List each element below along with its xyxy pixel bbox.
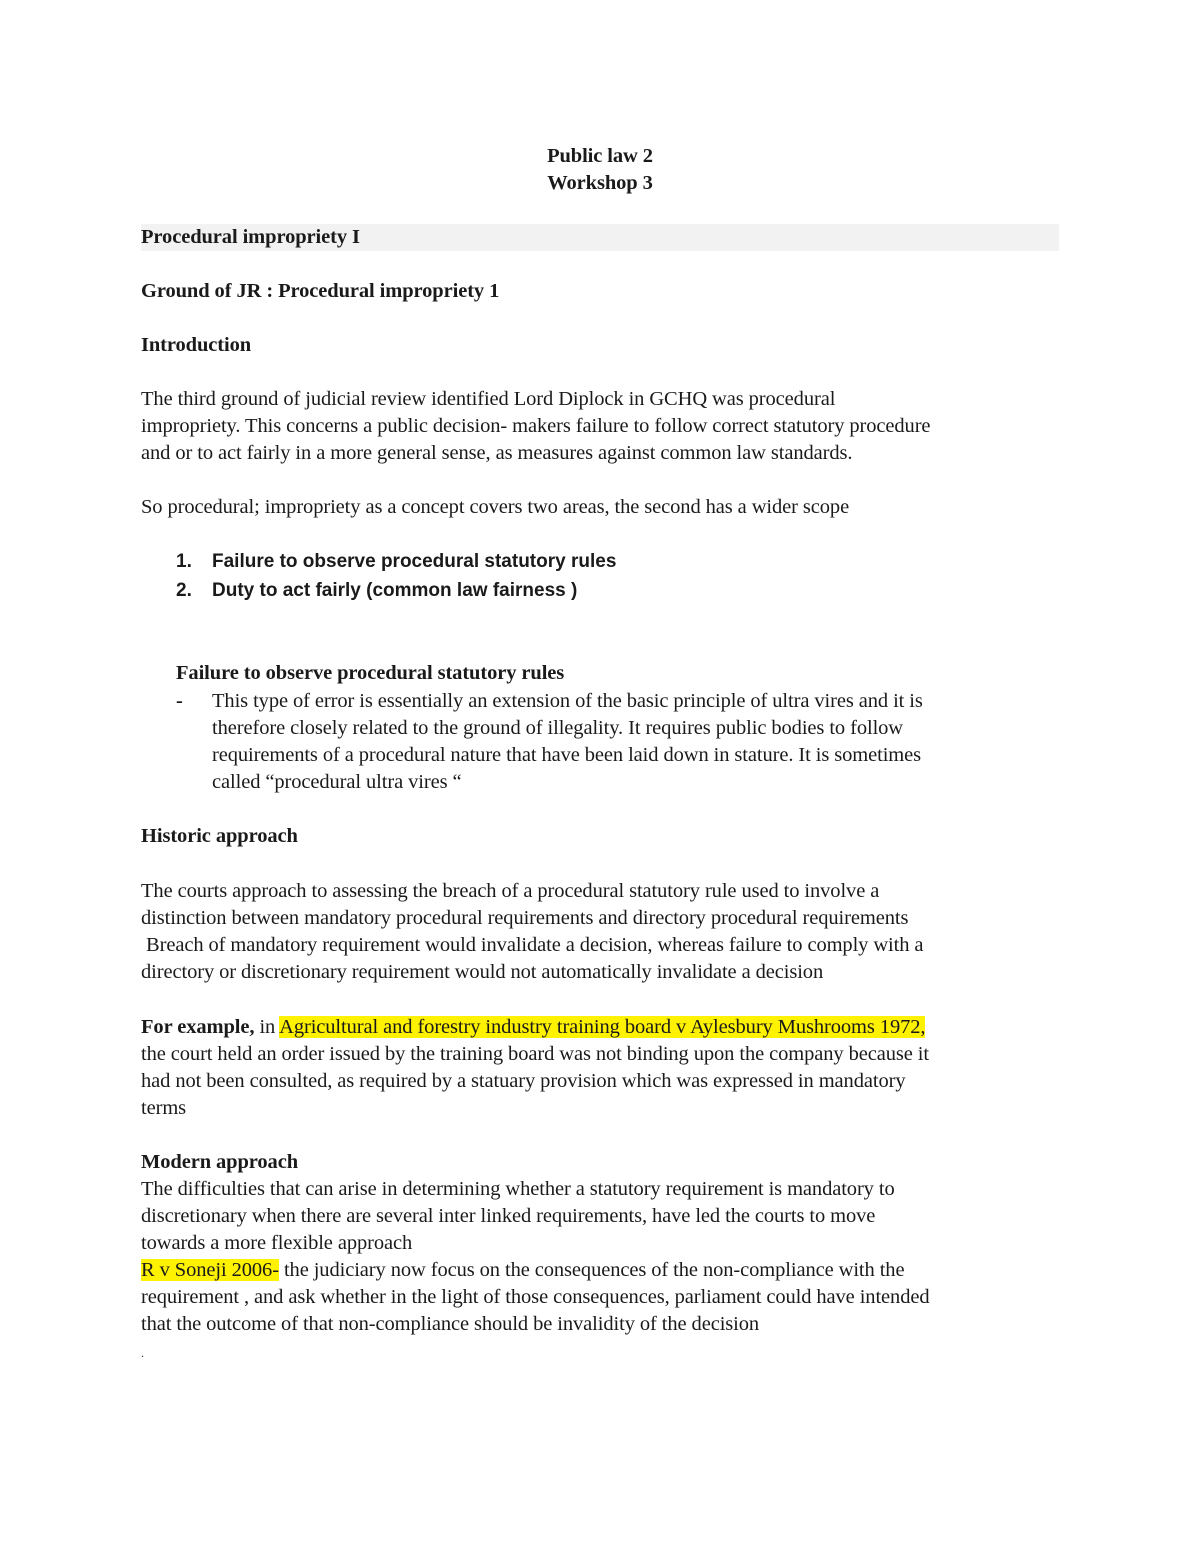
list-number: 2. xyxy=(176,580,192,601)
list-item xyxy=(176,576,1056,605)
highlighted-case: R v Soneji 2006- xyxy=(141,1259,279,1281)
modern-line: requirement , and ask whether in the light of those consequences, parliament could have intended xyxy=(141,1286,930,1308)
modern-line: The difficulties that can arise in determining whether a statutory requirement is mandatory to xyxy=(141,1178,895,1200)
intro-line: impropriety. This concerns a public decision- makers failure to follow correct statutory procedure xyxy=(141,415,931,437)
list-label: Failure to observe procedural statutory rules xyxy=(212,551,617,572)
intro-heading: Introduction xyxy=(141,334,252,356)
failure-line: This type of error is essentially an extension of the basic principle of ultra vires and it is xyxy=(212,690,923,712)
modern-case-line xyxy=(141,1257,1061,1284)
example-line: the court held an order issued by the training board was not binding upon the company because it xyxy=(141,1043,929,1065)
areas-list xyxy=(176,547,1056,605)
historic-paragraph xyxy=(141,878,1061,986)
failure-bullet-item xyxy=(176,688,1096,796)
failure-line: therefore closely related to the ground of illegality. It requires public bodies to follow xyxy=(212,717,904,739)
failure-line: called “procedural ultra vires “ xyxy=(212,771,462,793)
historic-line: directory or discretionary requirement would not automatically invalidate a decision xyxy=(141,961,824,983)
intro-summary: So procedural; impropriety as a concept covers two areas, the second has a wider scope xyxy=(141,496,850,518)
historic-heading: Historic approach xyxy=(141,825,298,847)
list-number: 1. xyxy=(176,551,192,572)
modern-case-rest: the judiciary now focus on the consequences of the non-compliance with the xyxy=(278,1259,905,1281)
list-label: Duty to act fairly (common law fairness ) xyxy=(212,580,578,601)
trailing-mark: . xyxy=(141,1346,144,1360)
list-item xyxy=(176,547,1056,576)
historic-line: distinction between mandatory procedural requirements and directory procedural requirements xyxy=(141,907,909,929)
document-title: Public law 2 xyxy=(547,145,653,167)
historic-line: The courts approach to assessing the breach of a procedural statutory rule used to involve a xyxy=(141,880,880,902)
intro-paragraph xyxy=(141,386,1061,467)
document-subtitle: Workshop 3 xyxy=(547,172,653,194)
failure-heading: Failure to observe procedural statutory rules xyxy=(176,662,565,684)
modern-heading: Modern approach xyxy=(141,1151,299,1173)
intro-line: and or to act fairly in a more general sense, as measures against common law standards. xyxy=(141,442,853,464)
highlighted-case: Agricultural and forestry industry training board v Aylesbury Mushrooms 1972, xyxy=(279,1016,926,1038)
modern-paragraph xyxy=(141,1176,1061,1338)
example-line: terms xyxy=(141,1097,187,1119)
intro-line: The third ground of judicial review identified Lord Diplock in GCHQ was procedural xyxy=(141,388,836,410)
modern-line: towards a more flexible approach xyxy=(141,1232,413,1254)
example-lead: For example, xyxy=(141,1016,255,1038)
example-in: in xyxy=(254,1016,280,1038)
historic-line: Breach of mandatory requirement would invalidate a decision, whereas failure to comply with a xyxy=(141,934,924,956)
modern-line: discretionary when there are several inter linked requirements, have led the courts to move xyxy=(141,1205,876,1227)
bullet-dash: - xyxy=(176,690,183,712)
example-first-line xyxy=(141,1014,1061,1041)
section-title-text: Procedural impropriety I xyxy=(141,226,360,248)
example-paragraph xyxy=(141,1014,1061,1122)
failure-line: requirements of a procedural nature that have been laid down in stature. It is sometimes xyxy=(212,744,922,766)
section-title xyxy=(141,224,1059,251)
modern-line: that the outcome of that non-compliance should be invalidity of the decision xyxy=(141,1313,760,1335)
ground-heading: Ground of JR : Procedural impropriety 1 xyxy=(141,280,500,302)
example-line: had not been consulted, as required by a statuary provision which was expressed in mandatory xyxy=(141,1070,906,1092)
